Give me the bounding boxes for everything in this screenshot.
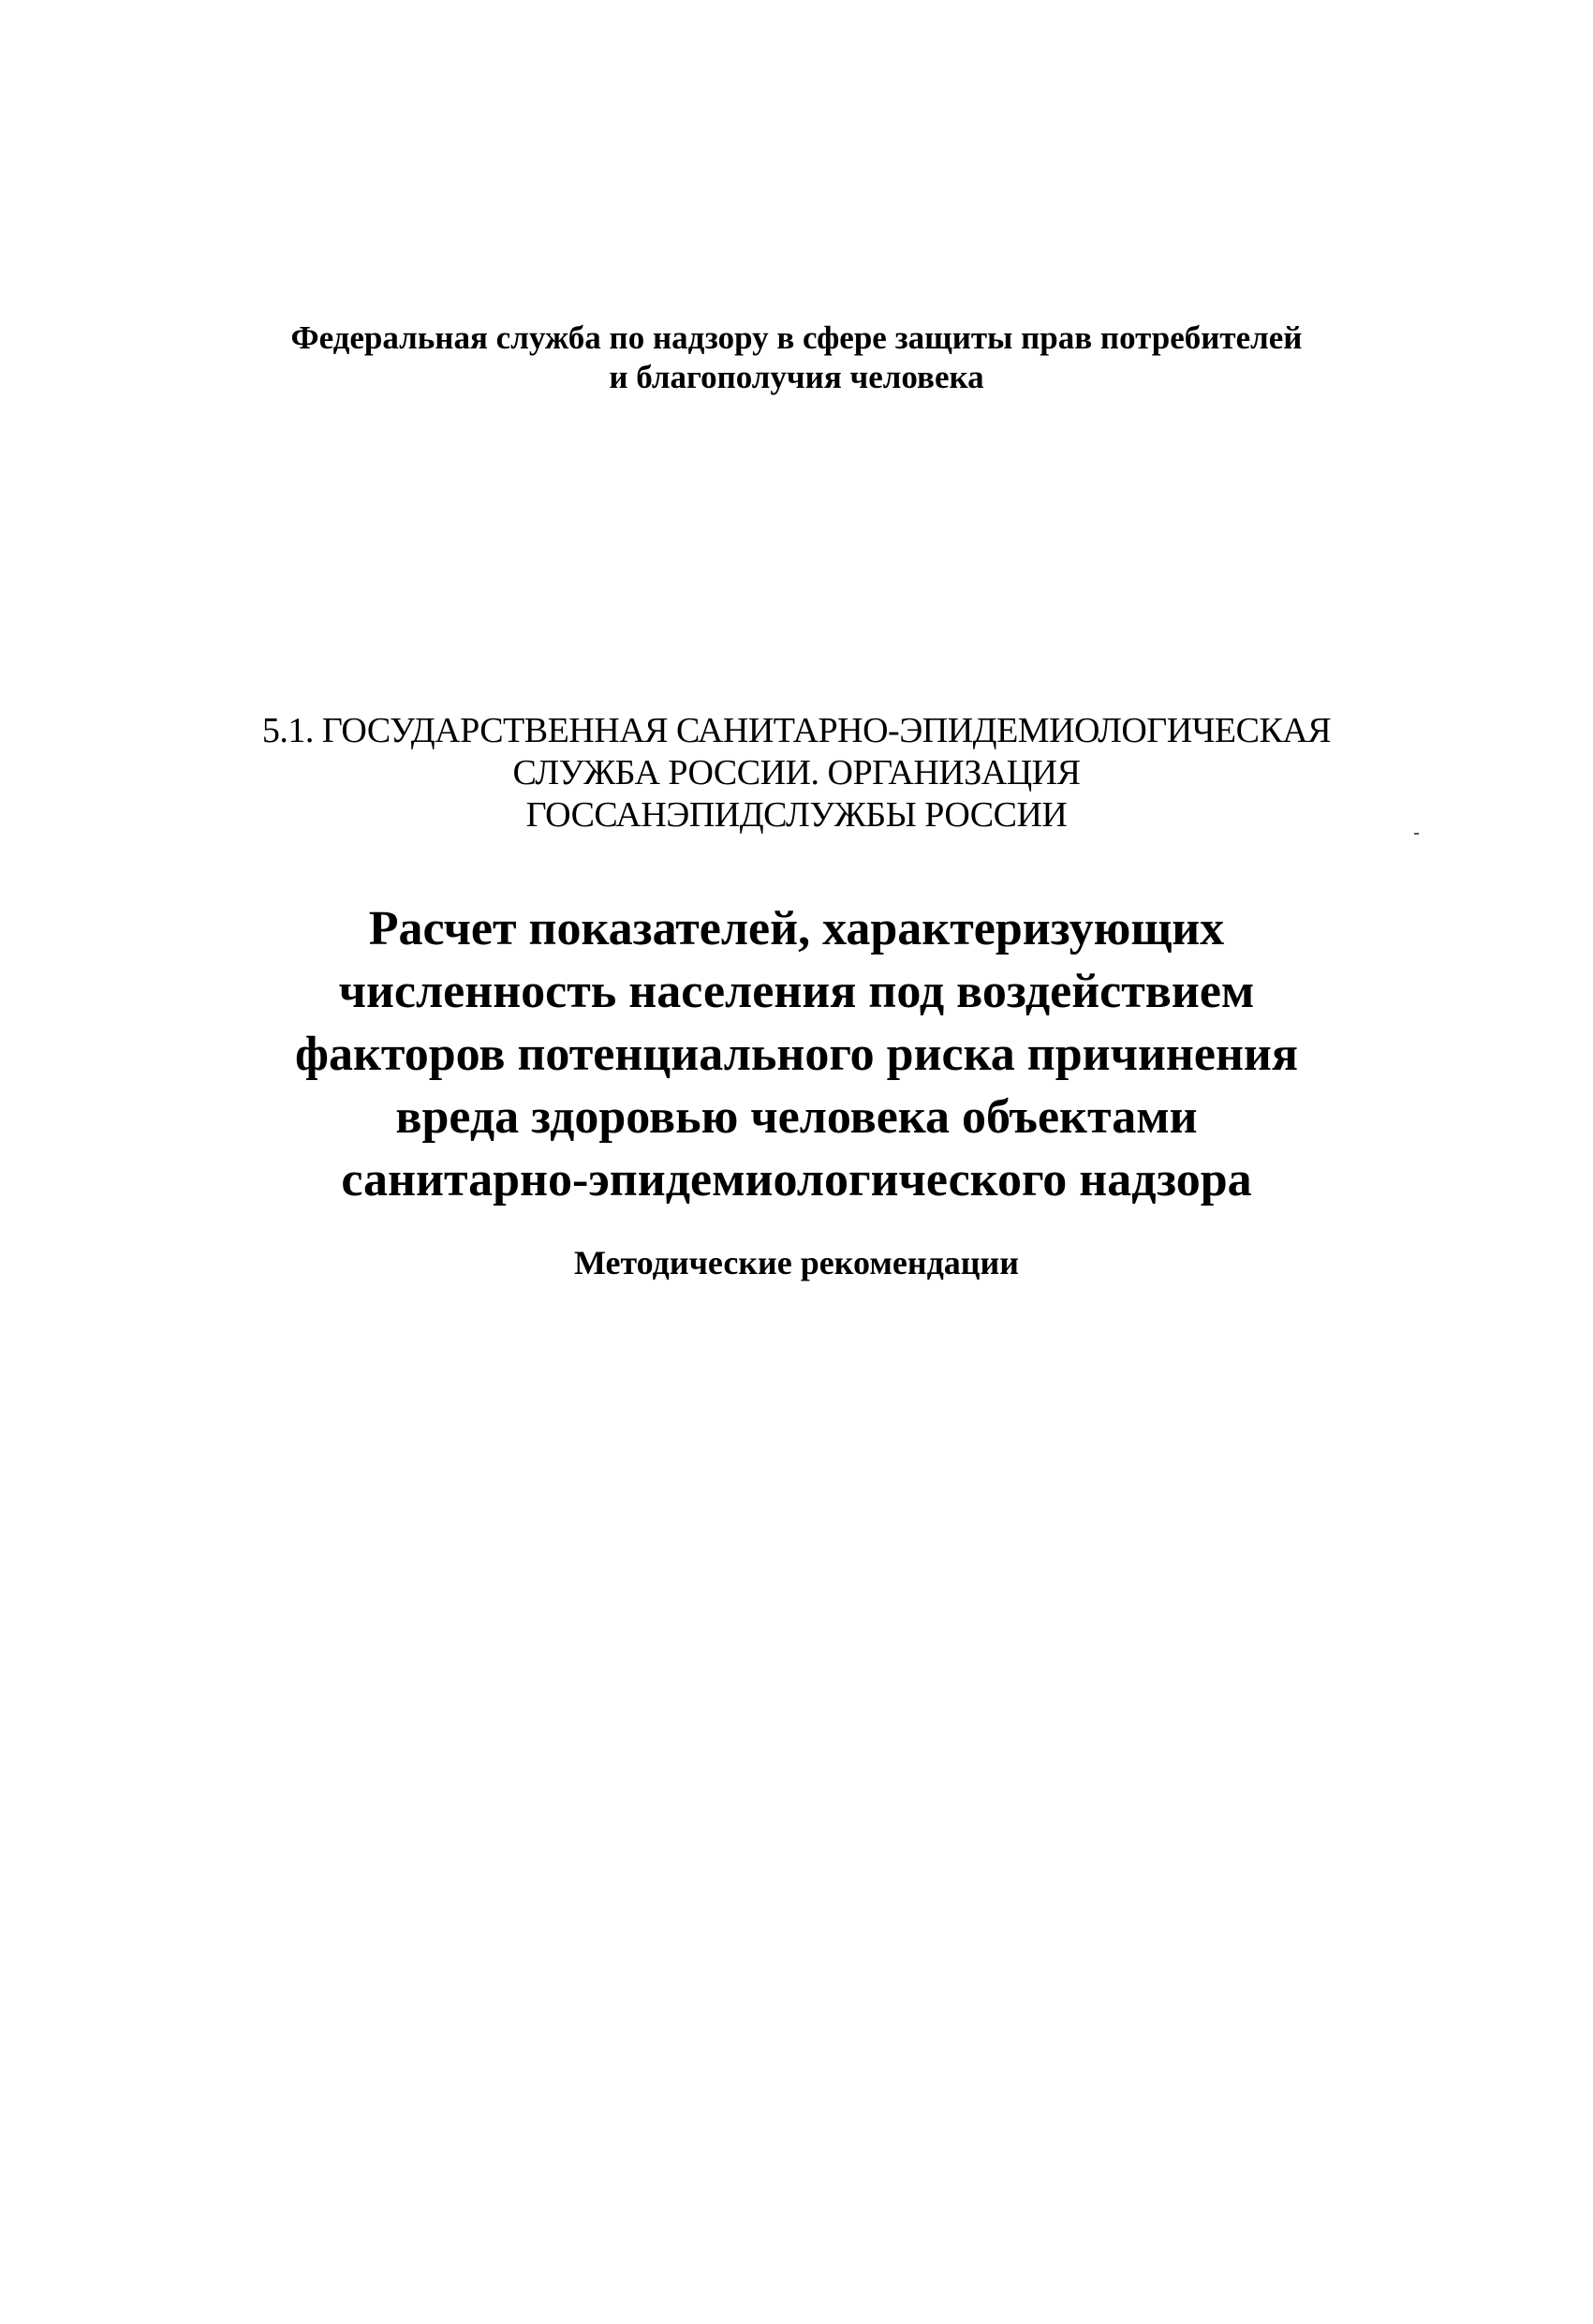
issuing-agency <box>0 318 1593 397</box>
title-line-4: вреда здоровью человека объектами <box>395 1090 1198 1144</box>
document-title <box>0 897 1593 1211</box>
series-line-1: 5.1. ГОСУДАРСТВЕННАЯ САНИТАРНО-ЭПИДЕМИОЛОГИЧЕСКАЯ <box>261 711 1332 750</box>
series-line-3: ГОССАНЭПИДСЛУЖБЫ РОССИИ <box>525 795 1068 835</box>
title-line-5: санитарно-эпидемиологического надзора <box>341 1153 1252 1206</box>
document-series <box>0 710 1593 836</box>
series-line-2: СЛУЖБА РОССИИ. ОРГАНИЗАЦИЯ <box>512 753 1081 792</box>
title-line-2: численность населения под воздействием <box>338 965 1255 1018</box>
agency-line-1: Федеральная служба по надзору в сфере защиты прав потребителей <box>290 319 1303 356</box>
title-line-1: Расчет показателей, характеризующих <box>368 902 1225 955</box>
agency-line-2: и благополучия человека <box>609 359 984 395</box>
document-type: Методические рекомендации <box>573 1244 1020 1281</box>
title-line-3: факторов потенциального риска причинения <box>294 1028 1299 1081</box>
scan-speck <box>1414 833 1419 835</box>
